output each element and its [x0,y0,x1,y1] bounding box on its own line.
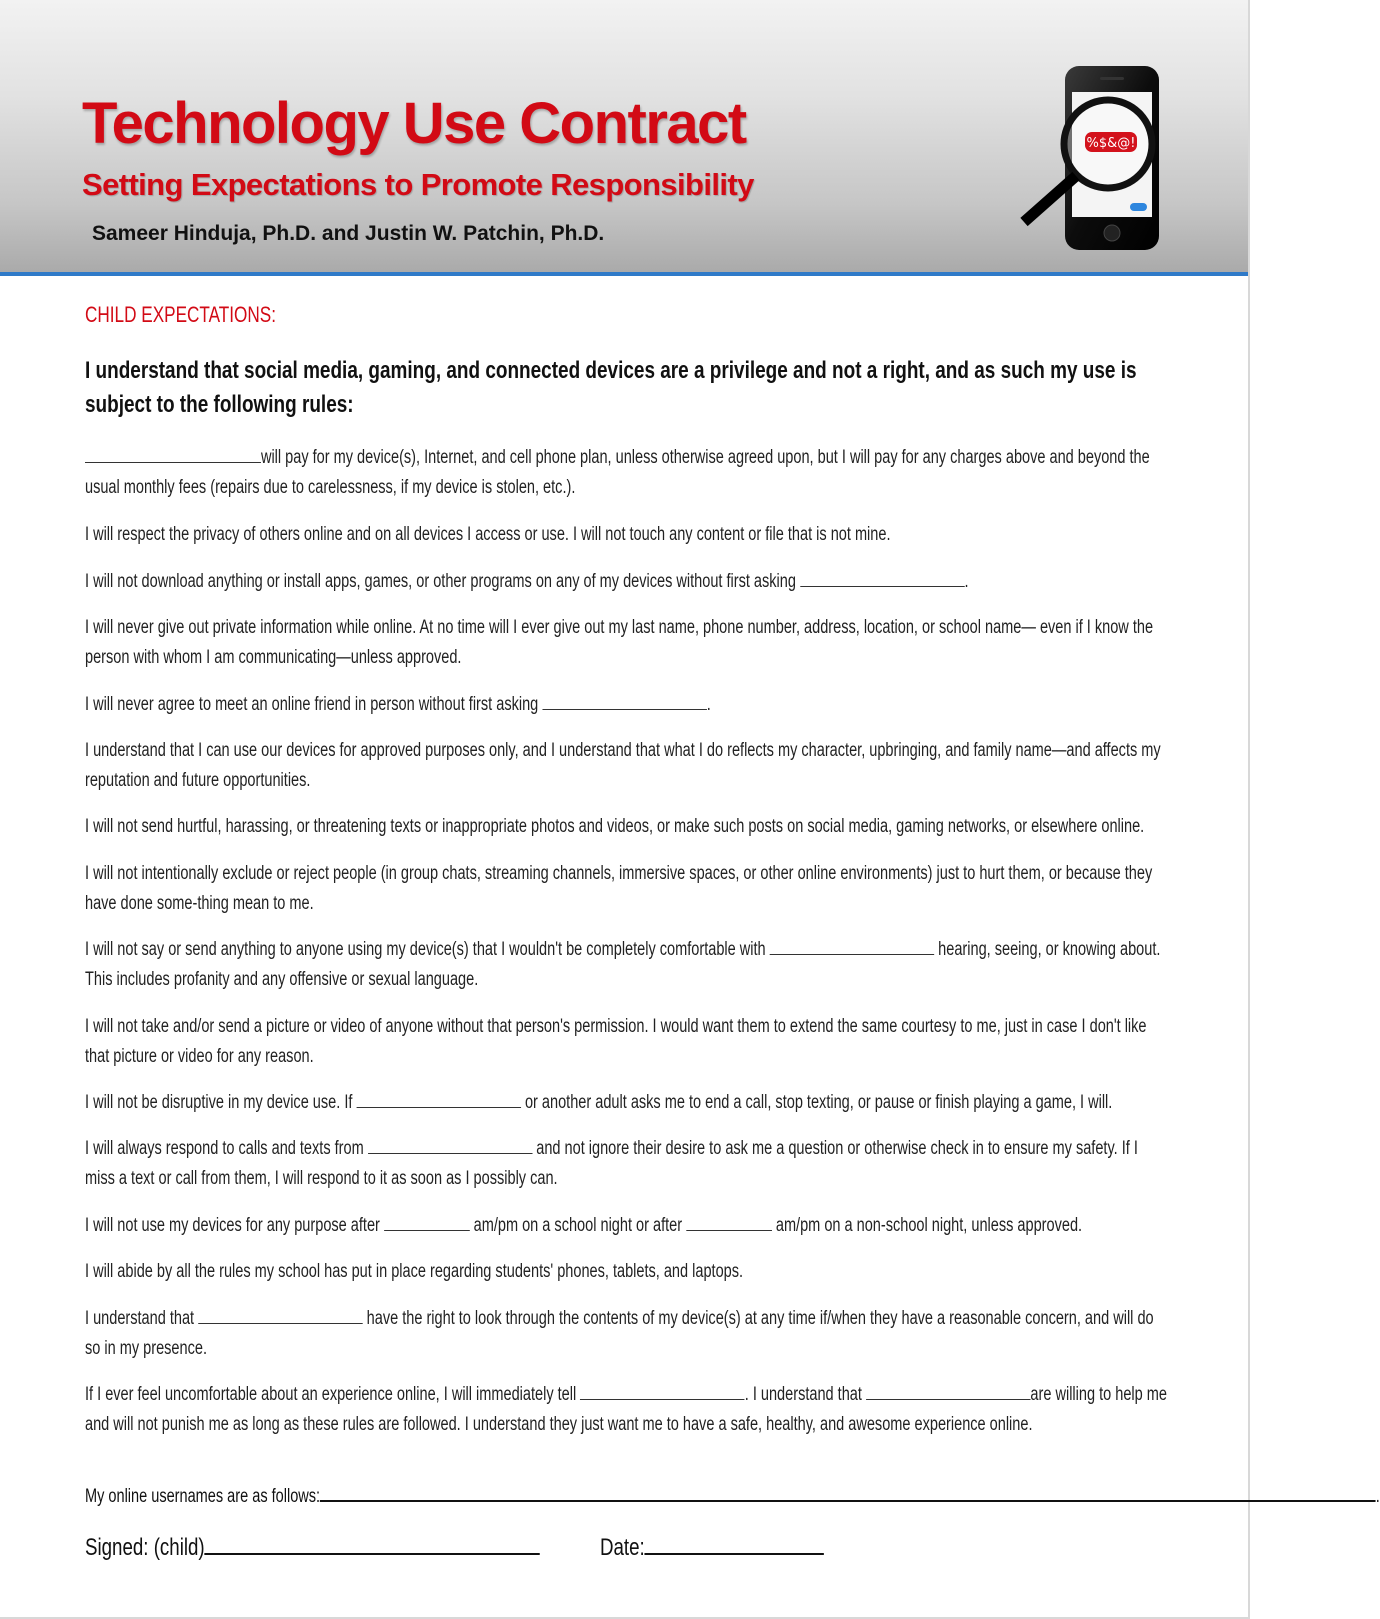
usernames-row: My online usernames are as follows: . [85,1482,1380,1508]
rule-item: I understand that have the right to look through the contents of my device(s) at any time if/when they have a reasonable concern, and will do so in my presence. [85,1304,1171,1364]
rule-item: I will not say or send anything to anyone using my device(s) that I wouldn't be completely comfortable with hearing, seeing, or knowing about. This includes profanity and any offensive or sexual language. [85,935,1171,995]
authors: Sameer Hinduja, Ph.D. and Justin W. Patchin, Ph.D. [92,222,605,245]
usernames-field[interactable] [320,1482,1376,1502]
fill-in-blank[interactable] [85,444,261,463]
rule-item: I will not send hurtful, harassing, or threatening texts or inappropriate photos and videos, or make such posts on social media, gaming networks, or elsewhere online. [85,816,1145,837]
phone-magnifier-icon [1010,62,1180,258]
fill-in-blank-time[interactable] [686,1212,772,1231]
rule-item: I will not intentionally exclude or reject people (in group chats, streaming channels, immersive spaces, or other online environments) just to hurt them, or because they have done some-thing mean to me. [85,863,1153,914]
fill-in-blank[interactable] [770,936,934,955]
signed-label: Signed: (child) [85,1534,205,1561]
rule-item: I will not take and/or send a picture or video of anyone without that person's permission. I would want them to extend the same courtesy to me, just in case I don't like that picture or video for any reason. [85,1016,1147,1067]
rule-item: I will never give out private information while online. At no time will I ever give out my last name, phone number, address, location, or school name— even if I know the person with whom I am communicating—unless approved. [85,617,1154,668]
rule-item: I will always respond to calls and texts from and not ignore their desire to ask me a question or otherwise check in to ensure my safety. If I miss a text or call from them, I will respond to it as soon as I possibly can. [85,1134,1171,1194]
fill-in-blank[interactable] [368,1135,532,1154]
signature-row [85,1533,540,1562]
page-subtitle: Setting Expectations to Promote Responsibility [82,167,754,202]
rule-item: I will not be disruptive in my device use. If or another adult asks me to end a call, stop texting, or pause or finish playing a game, I will. [85,1088,1171,1118]
fill-in-blank[interactable] [356,1089,520,1108]
date-field[interactable] [645,1533,824,1555]
fill-in-blank-time[interactable] [384,1212,470,1231]
rule-item: I will not use my devices for any purpose after am/pm on a school night or after am/pm on a non-school night, unless approved. [85,1211,1171,1241]
fill-in-blank[interactable] [866,1381,1030,1400]
header-divider [0,272,1248,276]
fill-in-blank[interactable] [542,691,706,710]
rule-item: I will never agree to meet an online friend in person without first asking . [85,690,1171,720]
rule-item: If I ever feel uncomfortable about an experience online, I will immediately tell . I understand that are willing to help me and will not punish me as long as these rules are followed. I understand they just want me to have a safe, healthy, and awesome experience online. [85,1380,1171,1440]
fill-in-blank[interactable] [198,1305,362,1324]
rule-item: I understand that I can use our devices for approved purposes only, and I understand that what I do reflects my character, upbringing, and family name—and affects my reputation and future opportunities. [85,740,1161,791]
page-title: Technology Use Contract [82,91,746,156]
intro-statement: I understand that social media, gaming, and connected devices are a privilege and not a right, and as such my use is subject to the following rules: [85,357,1137,418]
header-banner [0,0,1248,272]
rule-item: I will respect the privacy of others online and on all devices I access or use. I will not touch any content or file that is not mine. [85,524,891,545]
svg-text:%$&@!: %$&@! [1086,136,1136,151]
usernames-label: My online usernames are as follows: [85,1486,321,1507]
child-signature-field[interactable] [205,1533,540,1555]
rule-item: will pay for my device(s), Internet, and cell phone plan, unless otherwise agreed upon, but I will pay for any charges above and beyond the usual monthly fees (repairs due to carelessness, if my device is stolen, etc.). [85,443,1171,503]
section-label: CHILD EXPECTATIONS: [85,302,277,327]
fill-in-blank[interactable] [580,1381,744,1400]
rule-item: I will abide by all the rules my school has put in place regarding students' phones, tablets, and laptops. [85,1261,744,1282]
date-label: Date: [600,1534,645,1561]
fill-in-blank[interactable] [800,568,964,587]
rule-item: I will not download anything or install apps, games, or other programs on any of my devices without first asking . [85,567,1171,597]
date-row [600,1533,824,1562]
